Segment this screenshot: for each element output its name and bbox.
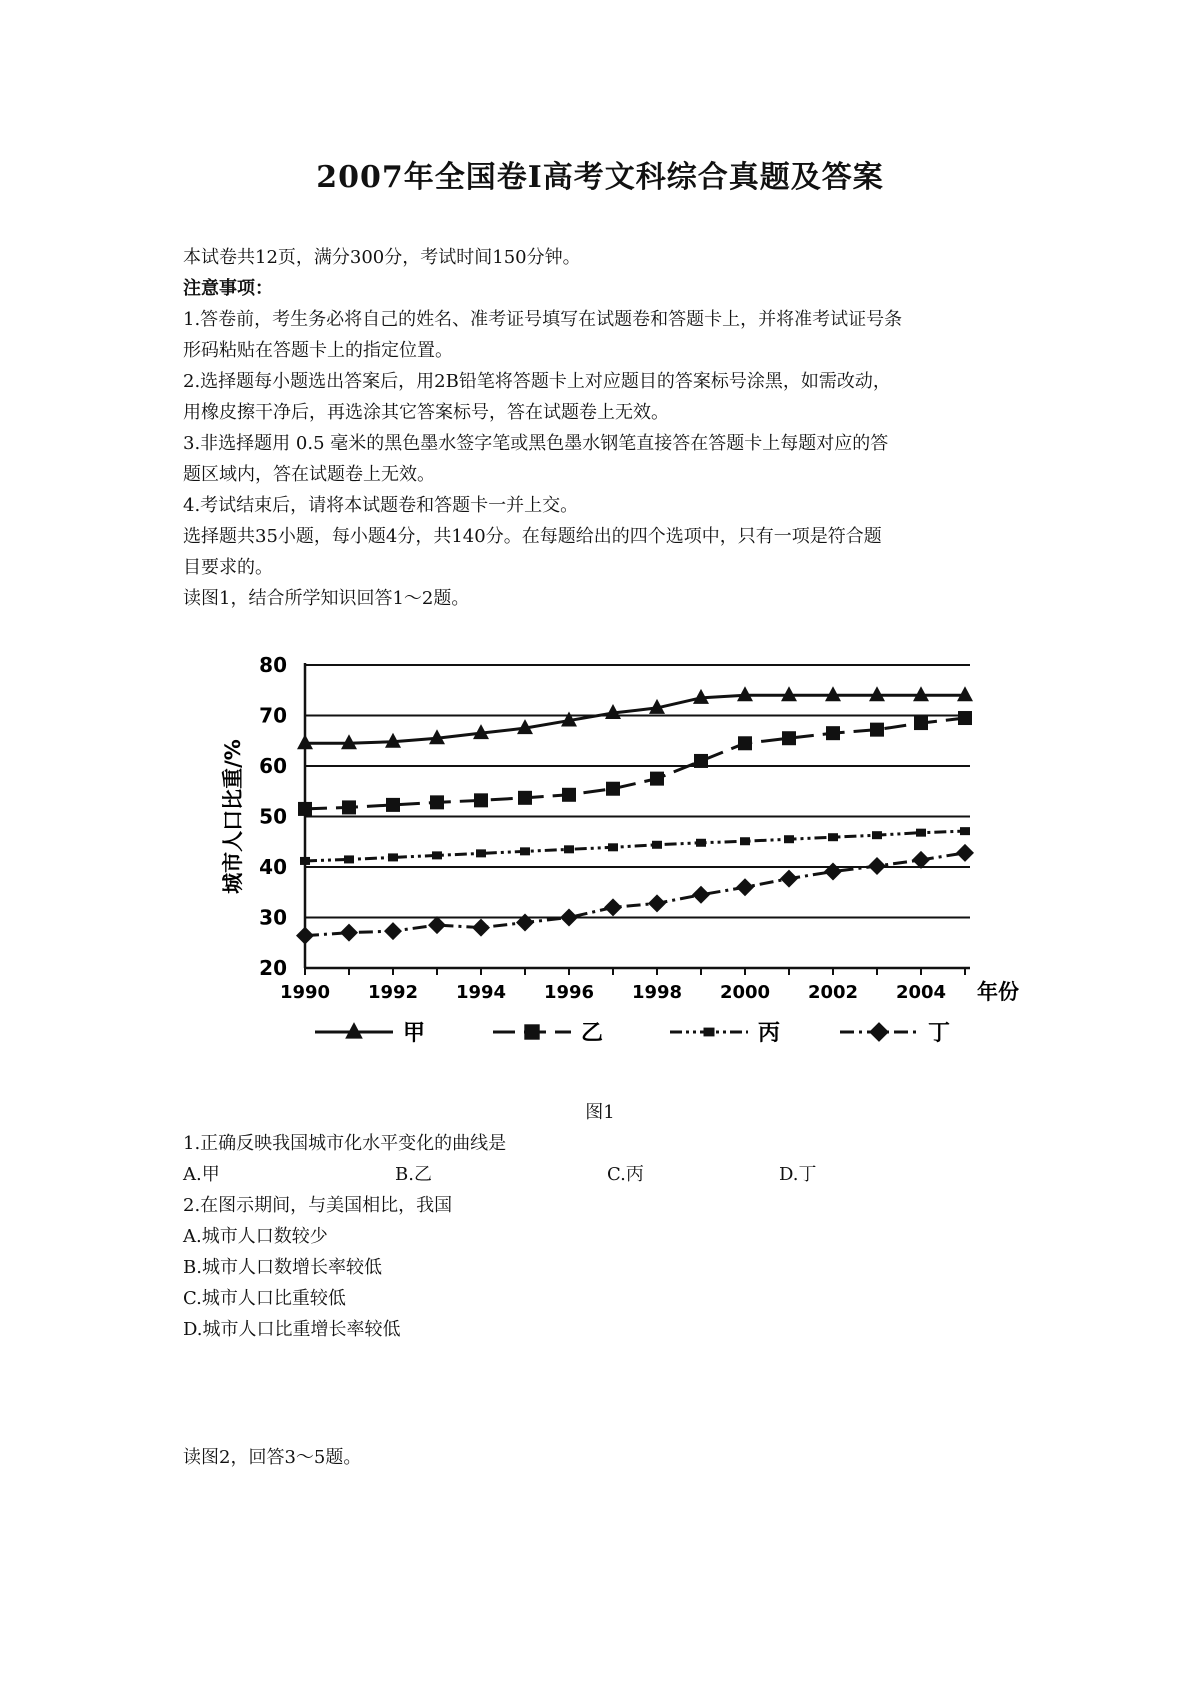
data-point [914,716,928,730]
intro-text: 本试卷共12页，满分300分，考试时间150分钟。 [183,247,581,268]
notes-heading: 注意事项： [183,278,273,299]
data-point [474,793,488,807]
y-tick-label: 20 [259,956,287,980]
figure-caption: 图1 [585,1102,615,1123]
data-point [472,919,490,937]
x-tick-label: 2004 [895,982,947,1003]
data-point [738,736,752,750]
instructions-block [183,242,1033,614]
legend-label: 丙 [758,1021,781,1046]
q2-option-b[interactable]: B.城市人口数增长率较低 [183,1257,382,1278]
data-point [652,841,662,849]
x-tick-label: 1994 [455,982,507,1003]
q1-option-d[interactable]: D.丁 [779,1164,817,1185]
data-point [386,798,400,812]
data-point [958,711,972,725]
data-point [608,843,618,851]
data-point [828,833,838,841]
y-axis-label: 城市人口比重/% [221,739,245,894]
x-tick-label: 1990 [279,982,331,1003]
data-point [432,851,442,859]
data-point [520,847,530,855]
data-point [650,772,664,786]
data-point [300,857,310,865]
data-point [298,802,312,816]
x-tick-label: 1992 [367,982,419,1003]
data-point [648,894,666,912]
q1-option-a[interactable]: A.甲 [183,1164,220,1185]
data-point [870,723,884,737]
x-tick-label: 2002 [807,982,859,1003]
y-tick-label: 80 [259,653,287,677]
data-point [342,800,356,814]
data-point [869,686,885,701]
note-line: 2.选择题每小题选出答案后，用2B铅笔将答题卡上对应题目的答案标号涂黑，如需改动， [183,371,891,392]
legend-marker [345,1022,363,1039]
data-point [826,726,840,740]
q1-option-b[interactable]: B.乙 [395,1164,432,1185]
legend-marker [869,1022,889,1042]
section-intro-line: 选择题共35小题，每小题4分，共140分。在每题给出的四个选项中，只有一项是符合题 [183,526,882,547]
y-tick-label: 40 [259,855,287,879]
data-point [782,731,796,745]
data-point [960,827,970,835]
data-point [694,754,708,768]
data-point [388,853,398,861]
q1-option-c[interactable]: C.丙 [607,1164,644,1185]
data-point [784,835,794,843]
question-1-options [183,1159,1033,1190]
series-line-3 [305,831,965,861]
x-tick-label: 2000 [719,982,771,1003]
data-point [518,791,532,805]
data-point [824,863,842,881]
data-point [562,788,576,802]
data-point [956,844,974,862]
note-line: 1.答卷前，考生务必将自己的姓名、准考证号填写在试题卷和答题卡上，并将准考试证号条 [183,309,903,330]
legend-marker [524,1024,539,1039]
legend-marker [704,1028,715,1037]
note-line: 题区域内，答在试题卷上无效。 [183,464,435,485]
figure1-prompt: 读图1，结合所学知识回答1～2题。 [183,588,470,609]
y-tick-label: 60 [259,754,287,778]
data-point [736,878,754,896]
x-tick-label: 1996 [543,982,595,1003]
data-point [780,870,798,888]
data-point [344,855,354,863]
data-point [564,845,574,853]
urbanization-chart [210,640,1019,1084]
data-point [428,916,446,934]
figure2-prompt: 读图2，回答3～5题。 [183,1447,362,1468]
series-line-4 [305,853,965,936]
y-tick-label: 70 [259,703,287,728]
y-tick-label: 30 [259,905,287,930]
data-point [296,927,314,945]
section-intro-line: 目要求的。 [183,557,273,578]
data-point [696,839,706,847]
chart-svg [210,640,1019,1080]
data-point [604,898,622,916]
series-line-2 [305,718,965,809]
data-point [430,795,444,809]
y-tick-label: 50 [259,804,287,829]
legend-label: 乙 [581,1021,604,1046]
note-line: 4.考试结束后，请将本试题卷和答题卡一并上交。 [183,495,579,516]
note-line: 形码粘贴在答题卡上的指定位置。 [183,340,453,361]
data-point [737,686,753,701]
data-point [740,837,750,845]
legend-label: 甲 [403,1021,426,1046]
x-tick-label: 1998 [631,982,683,1003]
x-axis-label: 年份 [977,980,1019,1004]
page-title: 2007年全国卷Ⅰ高考文科综合真题及答案 [316,160,884,195]
note-line: 用橡皮擦干净后，再选涂其它答案标号，答在试题卷上无效。 [183,402,669,423]
legend-label: 丁 [928,1021,951,1046]
data-point [340,924,358,942]
question-1-stem: 1.正确反映我国城市化水平变化的曲线是 [183,1133,507,1154]
data-point [957,686,973,701]
data-point [916,829,926,837]
data-point [560,909,578,927]
q2-option-d[interactable]: D.城市人口比重增长率较低 [183,1319,401,1340]
q2-option-a[interactable]: A.城市人口数较少 [183,1226,328,1247]
note-line: 3.非选择题用 0.5 毫米的黑色墨水签字笔或黑色墨水钢笔直接答在答题卡上每题对应的答 [183,433,889,454]
q2-option-c[interactable]: C.城市人口比重较低 [183,1288,346,1309]
data-point [516,914,534,932]
questions-block [183,1128,1033,1345]
data-point [692,886,710,904]
data-point [825,686,841,701]
question-2-stem: 2.在图示期间，与美国相比，我国 [183,1195,453,1216]
data-point [606,782,620,796]
data-point [384,922,402,940]
data-point [868,857,886,875]
data-point [913,686,929,701]
data-point [781,686,797,701]
series-line-1 [305,695,965,743]
data-point [476,849,486,857]
data-point [872,831,882,839]
